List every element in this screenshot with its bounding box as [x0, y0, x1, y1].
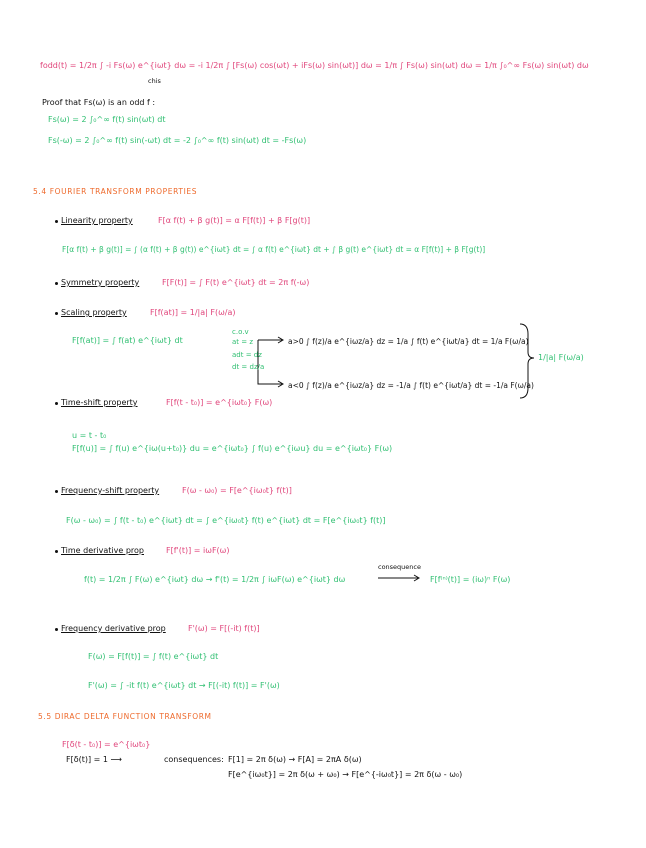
- symmetry-heading: Symmetry property: [61, 278, 140, 287]
- section-5-4-title: 5.4 FOURIER TRANSFORM PROPERTIES: [33, 187, 198, 196]
- freqderiv-line-1: F(ω) = F[f(t)] = ∫ f(t) e^{iωt} dt: [88, 652, 219, 661]
- timeshift-heading: Time-shift property: [61, 398, 138, 407]
- scaling-heading: Scaling property: [61, 308, 127, 317]
- odd-eq-fodd: fodd(t) = 1/2π ∫ -i Fs(ω) e^{iωt} dω = -i 1/2π ∫ [Fs(ω) cos(ωt) + iFs(ω) sin(ωt)] dω = 1/π ∫ Fs(ω) sin(ωt) dω = 1/π ∫₀^∞ Fs(ω) sin(ωt) dω: [40, 61, 589, 70]
- scaling-cov-diff: adt = dz: [232, 351, 262, 359]
- timederiv-formula: F[f'(t)] = iωF(ω): [166, 546, 230, 555]
- bullet: [55, 312, 58, 315]
- bullet: [55, 220, 58, 223]
- freqderiv-heading: Frequency derivative prop: [61, 624, 166, 633]
- proof-title: Proof that Fs(ω) is an odd f :: [42, 98, 156, 107]
- scaling-negative-branch: a<0 ∫ f(z)/a e^{iωz/a} dz = -1/a ∫ f(t) e^{iωt/a} dt = -1/a F(ω/a): [288, 381, 534, 390]
- freqshift-derivation: F(ω - ω₀) = ∫ f(t - t₀) e^{iωt} dt = ∫ e^{iω₀t} f(t) e^{iωt} dt = F[e^{iω₀t} f(t)]: [66, 516, 386, 525]
- timederiv-consequence-label: consequence: [378, 563, 421, 571]
- bullet: [55, 628, 58, 631]
- odd-chis-label: chis: [148, 77, 161, 85]
- linearity-formula: F[α f(t) + β g(t)] = α F[f(t)] + β F[g(t)]: [158, 216, 311, 225]
- scaling-cov-label: c.o.v: [232, 328, 249, 336]
- freqshift-heading: Frequency-shift property: [61, 486, 160, 495]
- scaling-cov-dt: dt = dz/a: [232, 363, 265, 371]
- dirac-line-2: F[δ(t)] = 1 ⟶: [66, 755, 123, 764]
- freqderiv-formula: F'(ω) = F[(-it) f(t)]: [188, 624, 260, 633]
- freqderiv-line-2: F'(ω) = ∫ -it f(t) e^{iωt} dt → F[(-it) f(t)] = F'(ω): [88, 681, 280, 690]
- scaling-lhs: F[f(at)] = ∫ f(at) e^{iωt} dt: [72, 336, 183, 345]
- linearity-derivation: F[α f(t) + β g(t)] = ∫ (α f(t) + β g(t)) e^{iωt} dt = ∫ α f(t) e^{iωt} dt + ∫ β g(t) e^{iωt} dt = α F[f(t)] + β F[g(t)]: [62, 245, 486, 254]
- freqshift-formula: F(ω - ω₀) = F[e^{iω₀t} f(t)]: [182, 486, 292, 495]
- timederiv-consequence: F[f⁽ⁿ⁾(t)] = (iω)ⁿ F(ω): [430, 575, 511, 584]
- timeshift-derivation: F[f(u)] = ∫ f(u) e^{iω(u+t₀)} du = e^{iωt₀} ∫ f(u) e^{iωu} du = e^{iωt₀} F(ω): [72, 444, 393, 453]
- scaling-formula: F[f(at)] = 1/|a| F(ω/a): [150, 308, 236, 317]
- section-5-5-title: 5.5 DIRAC DELTA FUNCTION TRANSFORM: [38, 712, 212, 721]
- bullet: [55, 282, 58, 285]
- timederiv-derivation: f(t) = 1/2π ∫ F(ω) e^{iωt} dω → f'(t) = 1/2π ∫ iωF(ω) e^{iωt} dω: [84, 575, 346, 584]
- dirac-consequences-label: consequences:: [164, 755, 224, 764]
- dirac-formula: F[δ(t - t₀)] = e^{iωt₀}: [62, 740, 151, 749]
- dirac-consequence-2: F[e^{iω₀t}] = 2π δ(ω + ω₀) → F[e^{-iω₀t}] = 2π δ(ω - ω₀): [228, 770, 463, 779]
- bullet: [55, 550, 58, 553]
- timeshift-substitution: u = t - t₀: [72, 431, 107, 440]
- scaling-result: 1/|a| F(ω/a): [538, 353, 584, 362]
- linearity-heading: Linearity property: [61, 216, 133, 225]
- bullet: [55, 490, 58, 493]
- scaling-cov-sub: at = z: [232, 338, 254, 346]
- symmetry-formula: F[F(t)] = ∫ F(t) e^{iωt} dt = 2π f(-ω): [162, 278, 310, 287]
- timeshift-formula: F[f(t - t₀)] = e^{iωt₀} F(ω): [166, 398, 273, 407]
- proof-line-1: Fs(ω) = 2 ∫₀^∞ f(t) sin(ωt) dt: [48, 115, 166, 124]
- dirac-consequence-1: F[1] = 2π δ(ω) → F[A] = 2πA δ(ω): [228, 755, 362, 764]
- proof-line-2: Fs(-ω) = 2 ∫₀^∞ f(t) sin(-ωt) dt = -2 ∫₀^∞ f(t) sin(ωt) dt = -Fs(ω): [48, 136, 307, 145]
- timederiv-heading: Time derivative prop: [61, 546, 144, 555]
- scaling-positive-branch: a>0 ∫ f(z)/a e^{iωz/a} dz = 1/a ∫ f(t) e^{iωt/a} dt = 1/a F(ω/a): [288, 337, 529, 346]
- bullet: [55, 402, 58, 405]
